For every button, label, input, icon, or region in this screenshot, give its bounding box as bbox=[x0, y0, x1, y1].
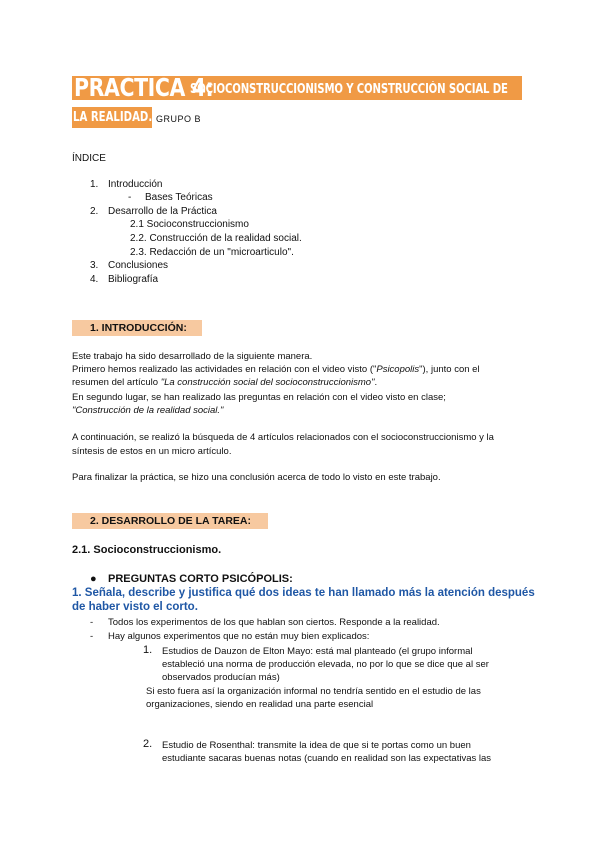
title-main: PRÁCTICA 4: bbox=[74, 73, 214, 102]
title-subtitle: SOCIOCONSTRUCCIONISMO Y CONSTRUCCIÓN SOCIAL DE bbox=[190, 82, 508, 97]
answer-text: Estudio de Rosenthal: transmite la idea de que si te portas como un buen bbox=[162, 740, 471, 751]
index-num: 1. bbox=[90, 179, 99, 190]
intro-text: Primero hemos realizado las actividades en relación con el video visto ("Psicopolis"), junto con el bbox=[72, 364, 480, 375]
index-num: 2. bbox=[90, 206, 99, 217]
dash-marker: - bbox=[90, 617, 94, 628]
subsection-title: 2.1. Socioconstruccionismo. bbox=[72, 544, 222, 556]
answer-text: Estudios de Dauzon de Elton Mayo: está mal planteado (el grupo informal bbox=[162, 646, 473, 657]
list-number: 2. bbox=[143, 738, 153, 750]
index-item: Conclusiones bbox=[108, 260, 169, 271]
intro-text: "Construcción de la realidad social." bbox=[72, 405, 224, 416]
index-item: Bibliografía bbox=[108, 274, 159, 285]
index-num: 4. bbox=[90, 274, 99, 285]
index-item: Introducción bbox=[108, 179, 163, 190]
list-number: 1. bbox=[143, 644, 153, 656]
index-num: 3. bbox=[90, 260, 99, 271]
answer-text: Hay algunos experimentos que no están muy bien explicados: bbox=[108, 631, 370, 642]
intro-text: En segundo lugar, se han realizado las preguntas en relación con el video visto en clase; bbox=[72, 392, 446, 403]
question-text: 1. Señala, describe y justifica qué dos ideas te han llamado más la atención después bbox=[72, 587, 535, 599]
intro-text: Para finalizar la práctica, se hizo una conclusión acerca de todo lo visto en este trabajo. bbox=[72, 472, 441, 483]
index-subitem: 2.1 Socioconstruccionismo bbox=[130, 219, 249, 230]
answer-text: Si esto fuera así la organización informal no tendría sentido en el estudio de las bbox=[146, 686, 481, 697]
question-text: de haber visto el corto. bbox=[72, 601, 198, 613]
intro-heading: 1. INTRODUCCIÓN: bbox=[90, 322, 187, 334]
answer-text: estudiante sacaras buenas notas (cuando en realidad son las expectativas las bbox=[162, 753, 492, 764]
answer-text: observados producían más) bbox=[162, 672, 280, 683]
bullet-heading: PREGUNTAS CORTO PSICÓPOLIS: bbox=[108, 573, 293, 585]
answer-text: organizaciones, siendo en realidad una parte esencial bbox=[146, 699, 374, 710]
index-dash: - bbox=[128, 192, 132, 203]
answer-text: Todos los experimentos de los que hablan son ciertos. Responde a la realidad. bbox=[108, 617, 440, 628]
intro-text: síntesis de estos en un micro artículo. bbox=[72, 446, 232, 457]
group-label: GRUPO B bbox=[156, 114, 202, 124]
index-item: Bases Teóricas bbox=[145, 192, 213, 203]
index-item: Desarrollo de la Práctica bbox=[108, 206, 217, 217]
index-heading: ÍNDICE bbox=[72, 153, 106, 164]
intro-text: resumen del artículo "La construcción social del socioconstruccionismo". bbox=[72, 377, 378, 388]
index-subitem: 2.3. Redacción de un "microarticulo". bbox=[130, 247, 294, 258]
bullet-dot: ● bbox=[90, 573, 97, 585]
intro-text: Este trabajo ha sido desarrollado de la siguiente manera. bbox=[72, 351, 313, 362]
answer-text: estableció una norma de producción elevada, no por lo que se dice que al ser bbox=[162, 659, 489, 670]
dev-heading: 2. DESARROLLO DE LA TAREA: bbox=[90, 515, 252, 527]
title-subtitle-line2: LA REALIDAD. bbox=[73, 110, 153, 125]
intro-text: A continuación, se realizó la búsqueda de 4 artículos relacionados con el socioconstruccionismo y la bbox=[72, 432, 494, 443]
index-subitem: 2.2. Construcción de la realidad social. bbox=[130, 233, 302, 244]
dash-marker: - bbox=[90, 631, 94, 642]
